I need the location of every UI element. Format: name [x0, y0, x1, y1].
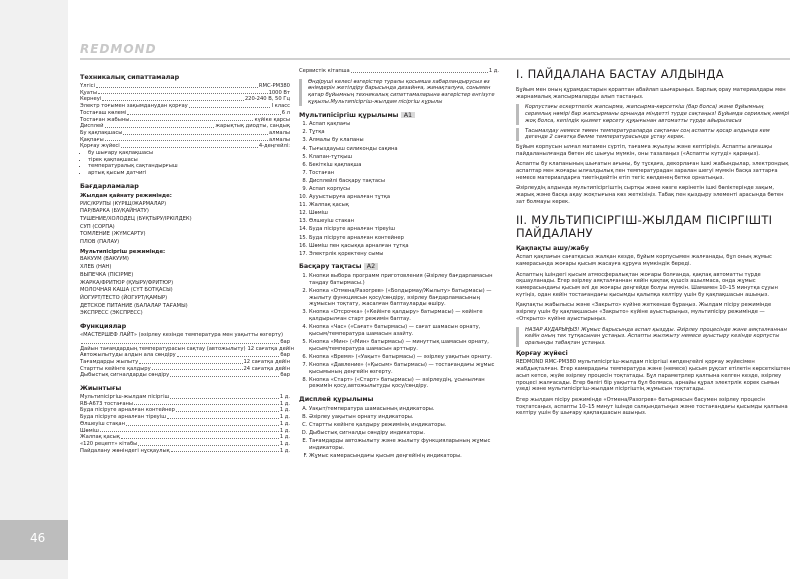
spec-row-label: Тостаған жабыны [80, 116, 130, 123]
spec-row-label: Тостағаш көлемі [80, 109, 127, 116]
service-book-value: 1 д. [488, 68, 499, 74]
panel-item: 4. Кнопка «Час» («Сағат» батырмасы) — сағат шамасын орнату, қысым/температура шамасын азайту. [309, 324, 499, 337]
function-row [80, 352, 290, 359]
function-row-label: Автожылытуды алдын ала сөндіру [80, 352, 176, 359]
brand-logo: REDMOND [80, 42, 157, 56]
functions-list [80, 345, 294, 380]
display-items-list [299, 406, 499, 460]
panel-title-row [299, 263, 499, 270]
package-row-label: Шөміш [80, 427, 99, 434]
function-row-value: бар [280, 372, 290, 379]
spec-row-label: Қуаты [80, 89, 98, 96]
package-row-label: Өлшеуіш стақан [80, 420, 126, 427]
package-row-value: 1 д. [279, 427, 290, 434]
panel-item: 5. Кнопка «Мин» («Мин» батырмасы) — минуттық шамасын орнату, қысым/температура шамасын арттыру. [309, 339, 499, 352]
display-item: E. Тағамдарды автожылыту және жылыту функцияларының жұмыс индикаторы. [309, 438, 499, 451]
specs-list [80, 83, 290, 150]
panel-items-list [299, 273, 499, 390]
package-row-value: 1 д. [279, 440, 290, 447]
spec-row [80, 96, 290, 103]
spec-row-value: I класс [271, 103, 290, 110]
device-part: 11. Жалпақ қасық [309, 202, 499, 209]
spec-row-label: Дисплей [80, 123, 104, 130]
functions-intro-value-row [80, 339, 290, 346]
service-book-row [299, 68, 499, 75]
page-number-box [0, 520, 68, 560]
package-row-label: Буда пісіруге арналған тіреуіш [80, 414, 166, 421]
display-item: F. Жұмыс камерасындағы қысым деңгейінің индикаторы. [309, 453, 499, 460]
spec-row-label: Қорғау жүйесі [80, 143, 120, 150]
program-item: ЭКСПРЕСС (ЭКСПРЕСС) [80, 310, 143, 317]
package-row-label: Жалпақ қасық [80, 434, 120, 441]
panel-item: 7. Кнопка «Давление» («Қысым» батырмасы) — тостағандағы жұмыс қысымының деңгейін өзгерту. [309, 362, 499, 375]
function-row-label: Дайын тағамдардың температурасын сақтау (автожылыту) [80, 345, 246, 352]
spec-row-label: Үлгісі [80, 83, 95, 89]
device-parts-list [299, 121, 499, 257]
paragraph-1: Бұйым мен оның құрамдастарын қораптан абайлап шығарыңыз. Барлық орау материалдары мен жарнамалық жапсырмаларды алып тастаңыз. [516, 87, 786, 100]
device-part: 3. Алмалы бу клапаны [309, 137, 499, 144]
package-row-label: RB-A673 тостағаны [80, 400, 133, 407]
package-row-label: «120 рецепт» кітабы [80, 440, 138, 447]
section2-title: II. МУЛЬТИПІСІРГІШ-ЖЫЛДАМ ПІСІРГІШТІ ПАЙДАЛАНУ [516, 212, 773, 240]
protection-item: • артық қысым датчигі [88, 170, 290, 177]
device-part: 1. Аспап қақпағы [309, 121, 499, 128]
panel-tag: A2 [364, 263, 378, 270]
column-1 [80, 68, 294, 454]
paragraph-3: Аспапты бу клапанының шығатын ағыны, бу тұсқаға, декорлаған ішкі жабындылар, электрондық аспаптар мен жоғары ылғалдылық пен температурадан заралан шегуі мүмкін басқа заттарға немесе материалдарға тиетіндейтін етіп тегіс көлденең бетке орнатыңыз. [516, 161, 789, 181]
functions-intro-row [80, 332, 290, 339]
function-row [80, 366, 290, 373]
page-sidebar [0, 0, 68, 579]
spec-row-label: Қақпағы [80, 136, 104, 143]
manufacturer-note: Өндіруші келесі өзгерістер туралы қосымша хабарландырусыз өз өнімдерін жетілдіру барысында дизайнға, жинақталуға, сонымен қатар бұйымның техникалық сипаттамаларына өзгерістер енгізуге құқылы.Мультипісіргіш-жылдам пісіргіш кұрылы [299, 79, 499, 106]
program-item: СУП (СОРПА) [80, 223, 115, 230]
program-item: ВАКУУМ (ВАКУУМ) [80, 256, 129, 263]
program-item: ТУШЕНИЕ/ХОЛОДЕЦ (БҰҚТЫРУ/ІРКІЛДЕК) [80, 215, 192, 222]
package-row-value: 1 д. [279, 400, 290, 407]
functions-intro-value: бар [280, 338, 290, 345]
note-transport: Тасымалдау немесе төмен температураларда сақтаған соң аспапты қосар алдында кем дегенде 2 сағатқа бөлме температурасында ұстау керек. [516, 128, 791, 141]
device-part: 12. Шөміш [309, 210, 499, 217]
package-row-label: Буда пісіруге арналған контейнер [80, 407, 175, 414]
protection-item: • бу шығару қақпақшасы [88, 150, 290, 157]
service-book-label: Сервистік кітапша [299, 68, 350, 74]
column-3 [516, 68, 791, 421]
spec-row-value: алмалы [269, 136, 290, 143]
programs-title: Бағдарламалар [80, 181, 139, 190]
function-row [80, 372, 290, 379]
spec-row [80, 110, 290, 117]
panel-item: 6. Кнопка «Время» («Уақыт» батырмасы) — әзірлеу уақытын орнату. [309, 354, 499, 361]
device-part: 17. Электрлік қоректену сымы [309, 251, 499, 258]
package-row-value: 1 д. [279, 420, 290, 427]
program-item: ВЫПЕЧКА (ПІСІРМЕ) [80, 271, 134, 278]
panel-title: Басқару тақтасы [299, 262, 362, 271]
function-row-label: Стартты кейінге қалдыру [80, 365, 151, 372]
paragraph-2: Бұйым корпусын ылғал матамен сүртіп, тағамға жуылуы және кептіріңіз. Аспапты алғашқы пайдаланылғанда бөтен иіс шығуы мүмкін, оны тазалаңыз («Аспапты күтуді» қараңыз). [516, 143, 773, 157]
device-part: 7. Тостаған [309, 170, 499, 177]
spec-row-value: алмалы [269, 129, 290, 136]
program-item: ЖАРКА/ФРИТЮР (ҚУЫРУ/ФРИТЮР) [80, 279, 174, 286]
spec-row-value: жарықтық диодты, сандық [215, 123, 290, 130]
pressure-programs-list [80, 201, 290, 246]
display-item: A. Уақыт/температура шамасының индикаторы. [309, 406, 499, 413]
function-row-value: 24 сағатқа дейін [243, 365, 290, 372]
device-part: 9. Аспап корпусы [309, 186, 499, 193]
paragraph-5: Аспап қақпағын сағатқасыз жалқан кезде, бұйым корпусымен жалғанады, бұл оның жұмыс камерасында жоғары қысым жасауға құруға мүмкіндік береді. [516, 254, 772, 267]
device-part: 5. Клапан-тұтқыш [309, 154, 499, 161]
panel-item: 1. Кнопки выбора программ приготовления (Әзірлеу бағдарламасын таңдау батырмасы.) [309, 273, 499, 286]
protection-item: • температуралық сақтандырғыш [88, 163, 290, 170]
paragraph-7: Қақпақты жабылысы және «Закрыто» күйіне жеткенше бұраңыз. Жылдам пісіру режимінде әзірлеу үшін бу қақпақшасын «Закрыто» күйіне ауыстырыңыз, мультипісіру режимінде — «Открыто» күйіне ауыстырыңыз. [516, 302, 772, 322]
package-row-label: Мультипісіргіш-жылдам пісіргіш [80, 394, 170, 401]
program-item: РИС/КРУПЫ (КҮРІШ/ЖАРМАЛАР) [80, 200, 167, 207]
program-item: ПЛОВ (ПАЛАУ) [80, 239, 120, 246]
device-part: 2. Тұтқа [309, 129, 499, 136]
spec-row-value: 1000 Вт [268, 89, 290, 96]
program-item: ТОМЛЕНИЕ (ЖҮМСАРТУ) [80, 231, 146, 238]
page-number: 46 [30, 531, 46, 545]
spec-row [80, 103, 290, 110]
spec-row [80, 123, 290, 130]
panel-item: 2. Кнопка «Отмена/Разогрев» («Болдырмау/Жылыту» батырмасы) — жылыту функциясын қосу/сөндіру, әзірлеу бағдарламасының жұмысын тоқтату, жасалған баптауларды өшіру. [309, 288, 499, 308]
spec-row-value: RMC-PM380 [258, 83, 290, 89]
spec-row-value: күйіке қарсы [254, 116, 290, 123]
multicook-programs-list [80, 256, 290, 317]
function-row-value: 12 сағатқа дейін [243, 358, 290, 365]
spec-row-label: Бу қақпақшасы [80, 129, 123, 136]
program-item: ПАР/ВАРКА (БУ/ҚАЙНАТУ) [80, 208, 149, 215]
note-serial: Корпустағы ескертпелік жапсырма, жапсырма-көрсеткіш (бар болса) және бұйымның сериялық нөмірі бар жапсырманы орнында міндетті түрде сақтаңыз! Бұйымда сериялық нөмірі жоқ болса, кепілдік қызмет көрсету құқығынан автоматты түрде айырыласыз [516, 104, 791, 124]
package-row [80, 448, 290, 455]
package-row [80, 441, 290, 448]
warning-hot: НАЗАР АУДАРЫҢЫЗ! Жұмыс барысында аспап қыздды. Әзірлеу процесінде және аяқталғаннан кейін оның тек тұтқасынан ұстаңыз. Аспапты жылжыту немесе ауыстыру кезінде корпусты оралынды табақтан ұстаңыз. [516, 327, 791, 347]
program-item: МОЛОЧНАЯ КАША (СҮТ БОТҚАСЫ) [80, 287, 173, 294]
function-row-label: Тағамдарды жылыту [80, 358, 139, 365]
spec-row-value: 220-240 В, 50 Гц [244, 96, 290, 103]
package-list [80, 394, 290, 454]
spec-row-value: 4-деңгейлі: [258, 143, 290, 150]
lid-subtitle: Қақпақты ашу/жабу [516, 244, 589, 252]
function-row [80, 359, 290, 366]
paragraph-6: Аспаптың ішіндегі қысым атмосфералықтан жоғары болғанда, қақпақ автоматты түрде оқшауланады. Егер әзірлеу аяқталғаннан кейін қақпақ күшсіз ашылмаса, онда жұмыс камерасындағы қысым әлі де жоғары деңгейде болуы мүмкін. Шамамен 10–15 минутқа сұуын күтіңіз, одан кейін тостағандағы қысымды қалыпқа келтіру үшін бу қақпақшасын ашыңыз. [516, 271, 778, 298]
multicook-programs-title: Мультипісіргіш режимінде: [80, 248, 166, 255]
device-title: Мультипісіргіш құрылымы [299, 110, 399, 119]
function-row-value: 12 сағатқа дейін [247, 345, 294, 352]
package-row-value: 1 д. [279, 447, 290, 454]
functions-intro: «МАСТЕРШЕФ ЛАЙТ» (әзірлеу кезінде температура мен уақытты өзгерту) [80, 332, 283, 339]
device-part: 6. Бекіткіш қақпақша [309, 162, 499, 169]
device-part: 14. Буда пісіруге арналған тіреуіш [309, 226, 499, 233]
header-rule [80, 58, 790, 60]
program-item: ЙОГУРТ/ТЕСТО (ЙОГУРТ/ҚАМЫР) [80, 294, 168, 301]
panel-item: 8. Кнопка «Старт» («Старт» батырмасы) — әзірлеудің, ұсынылған режимін қосу,автожылытуды қосу/сөндіру. [309, 377, 499, 390]
protection-list [80, 150, 290, 177]
display-item: B. Әзірлеу уақытын орнату индикаторы. [309, 414, 499, 421]
protection-subtitle: Қорғау жүйесі [516, 349, 568, 357]
device-part: 4. Тығыздауыш силиконды сақина [309, 146, 499, 153]
spec-row [80, 117, 290, 124]
spec-row [80, 143, 290, 150]
package-row [80, 434, 290, 441]
device-part: 13. Өлшеуіш стакан [309, 218, 499, 225]
device-tag: A1 [401, 112, 415, 119]
paragraph-8: REDMOND RMC-PM380 мультипісіргіш-жылдам пісіргіші көпдеңгейлі қорғау жүйесімен жабдықталған. Егер камерадағы температура және (немесе) қысым рұқсат етілетін көрсеткіштен асып кетсе, жүйе әзірлеу процесін тоқтатады. Бұл параметрлер қалпына келген кезде, әзірлеу процесі жалғасады. Егер бөлігі бір уақытта бұл болмаса, арнайы құрал электрлік корек сымын үзеді және мультипісіргіш-жылдам пісіргіштің жұмысын тоқтатады. [516, 359, 791, 393]
package-row-value: 1 д. [279, 414, 290, 421]
package-title: Жиынтығы [80, 384, 122, 393]
package-row [80, 394, 290, 401]
spec-row [80, 130, 290, 137]
protection-item: • тірек қақпақшасы [88, 157, 290, 164]
package-row-label: Пайдалану жөніндегі нұсқаулық [80, 447, 170, 454]
spec-row [80, 90, 290, 97]
function-row-value: бар [280, 352, 290, 359]
package-row-value: 1 д. [279, 407, 290, 414]
package-row [80, 421, 290, 428]
function-row [80, 345, 294, 353]
package-row-value: 1 д. [279, 394, 290, 401]
device-part: 8. Дисплейлі басқару тақтасы [309, 178, 499, 185]
package-row [80, 414, 290, 421]
functions-title: Функциялар [80, 322, 127, 331]
paragraph-4: Әзірлеудің алдында мультипісіргіштің сыртқы және көзге көрінетін ішкі бөліктерінде зақым, жарық және басқа ақау жоқтығына көз жеткізіңіз. Табақ пен қыздыру элементі арасында бөтен зат болмауы керек. [516, 185, 784, 205]
program-item: ДЕТСКОЕ ПИТАНИЕ (БАЛАЛАР ТАҒАМЫ) [80, 302, 188, 309]
program-item: ХЛЕБ (НАН) [80, 264, 112, 271]
device-title-row [299, 112, 499, 119]
specs-title: Техникалық сипаттамалар [80, 73, 180, 81]
section1-title: I. ПАЙДАЛАНА БАСТАУ АЛДЫНДА [516, 67, 724, 81]
package-row [80, 407, 290, 414]
display-item: C. Стартты кейінге қалдыру режимінің индикаторы. [309, 422, 499, 429]
package-row-value: 1 д. [279, 434, 290, 441]
spec-row [80, 83, 290, 90]
column-2 [299, 68, 499, 461]
device-part: 15. Буда пісіруге арналған контейнер [309, 235, 499, 242]
display-item: D. Дыбыстық сигналды сөндіру индикаторы. [309, 430, 499, 437]
panel-item: 3. Кнопка «Отсрочка» («Кейінге қалдыру» батырмасы) — кейінге қалдырылған старт режимін баптау. [309, 309, 499, 322]
device-part: 10. Аууыстыруға арналған тұтқа [309, 194, 499, 201]
package-row [80, 428, 290, 435]
spec-row-value: 6 л [281, 109, 290, 116]
pressure-programs-title: Жылдам қайнату режимінде: [80, 192, 172, 199]
spec-row-label: Кернеуі [80, 96, 102, 103]
spec-row-label: Электр тоғымен зақымданудан қорғау [80, 103, 188, 110]
device-part: 16. Шөміш пен қасыққа арналған тұтқа [309, 243, 499, 250]
display-title: Дисплей құрылымы [299, 395, 374, 404]
paragraph-9: Егер жылдам пісіру режимінде «Отмена/Разогрев» батырмасын басумен әзірлеу процесін тоқтатсаңыз, аспапты 10–15 минут ішінде салқындатыңыз және тостағандағы қысымды қалпына келтіру үшін бу шығару қақпақшасын ашыңыз. [516, 396, 788, 417]
function-row-label: Дыбыстық сигналдарды сөндіру [80, 372, 170, 379]
